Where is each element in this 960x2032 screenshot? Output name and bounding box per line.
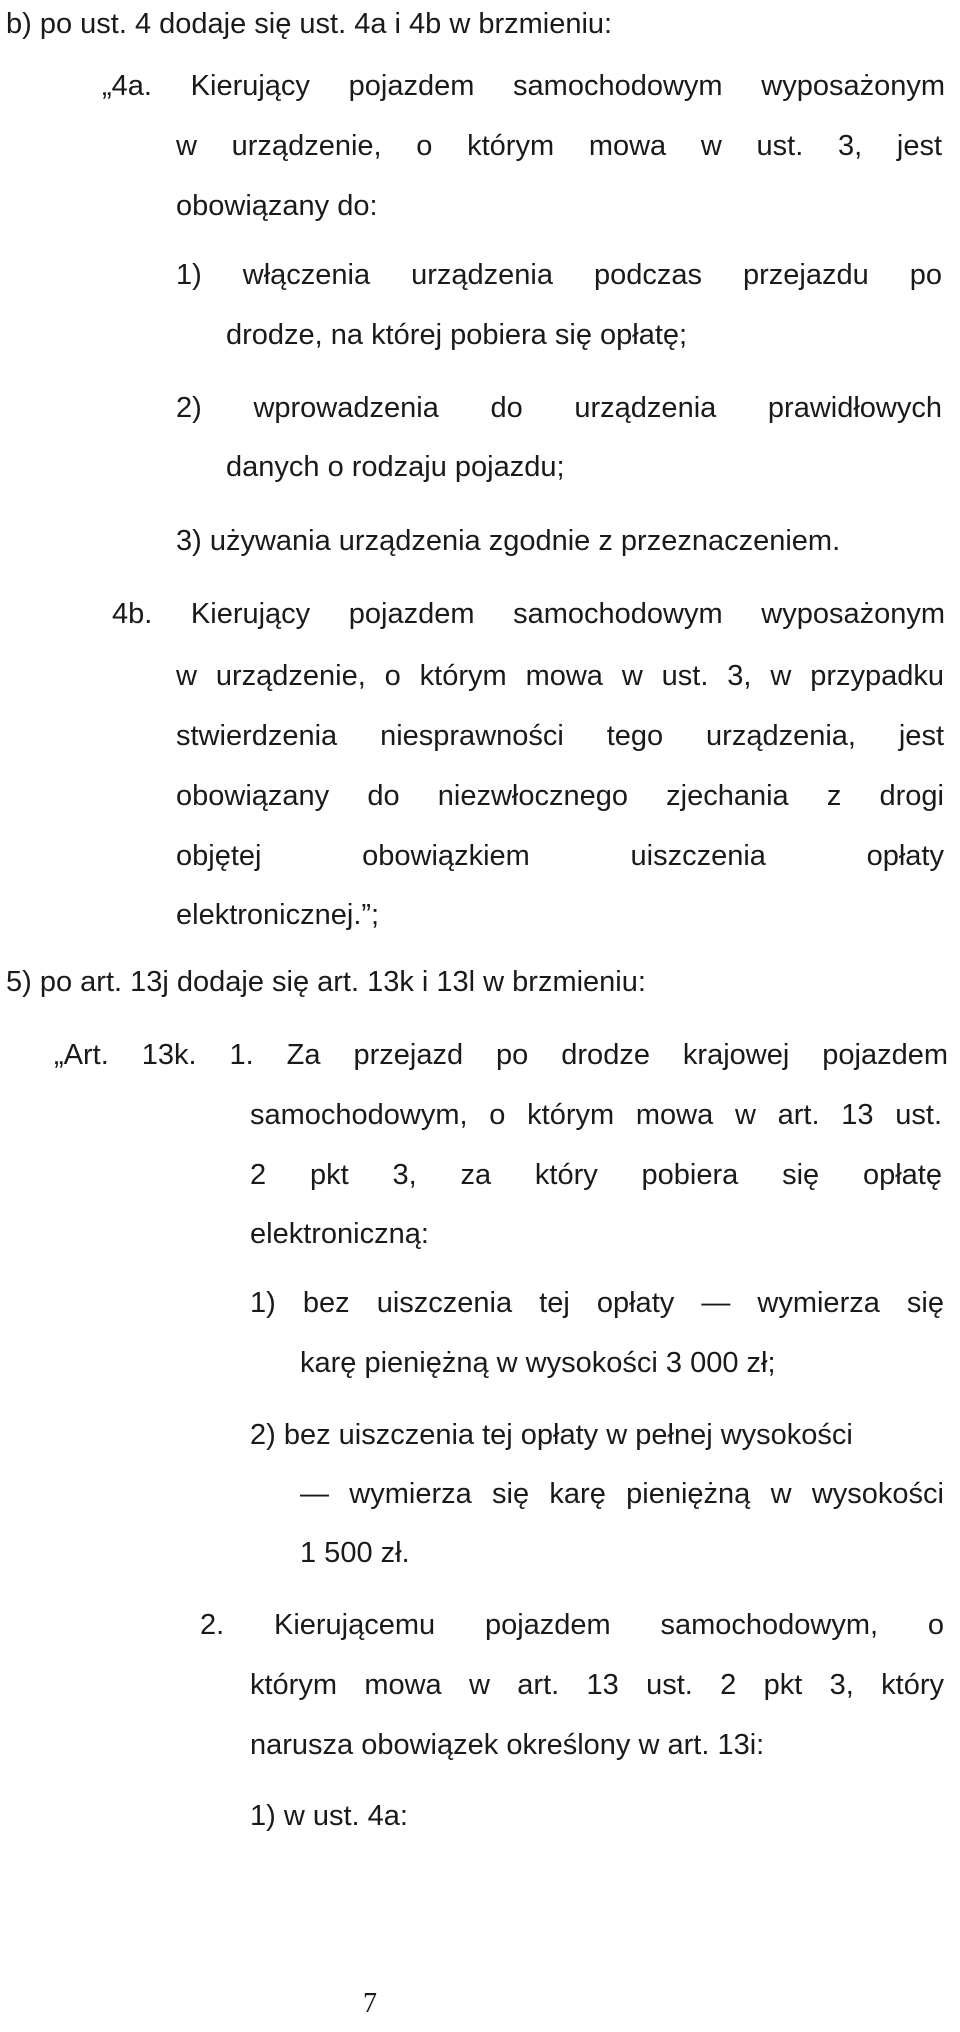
article-13k-line: 2 pkt 3, za który pobiera się opłatę bbox=[250, 1159, 942, 1191]
paragraph-4b-line: objętej obowiązkiem uiszczenia opłaty bbox=[176, 840, 944, 872]
paragraph-4a-line: w urządzenie, o którym mowa w ust. 3, jest bbox=[176, 130, 942, 162]
list-item-line: drodze, na której pobiera się opłatę; bbox=[226, 319, 688, 351]
article-13k-section-2-line: 2. Kierującemu pojazdem samochodowym, o bbox=[200, 1609, 944, 1641]
article-13k-section-2-line: narusza obowiązek określony w art. 13i: bbox=[250, 1729, 765, 1761]
article-13k-line: „Art. 13k. 1. Za przejazd po drodze krajowej pojazdem bbox=[54, 1039, 948, 1071]
paragraph-4b-line: elektronicznej.”; bbox=[176, 899, 380, 931]
paragraph-4b-line: stwierdzenia niesprawności tego urządzenia, jest bbox=[176, 720, 944, 752]
article-13k-line: samochodowym, o którym mowa w art. 13 ust. bbox=[250, 1099, 942, 1131]
paragraph-4b-line: w urządzenie, o którym mowa w ust. 3, w przypadku bbox=[176, 660, 944, 692]
list-item-line: 1 500 zł. bbox=[300, 1537, 410, 1569]
list-item-line: karę pieniężną w wysokości 3 000 zł; bbox=[300, 1347, 776, 1379]
page-number: 7 bbox=[363, 1988, 377, 2019]
list-item-line: 2) bez uiszczenia tej opłaty w pełnej wysokości bbox=[250, 1419, 853, 1451]
paragraph-4b-line: obowiązany do niezwłocznego zjechania z drogi bbox=[176, 780, 944, 812]
list-item-line: 1) włączenia urządzenia podczas przejazdu po bbox=[176, 259, 942, 291]
article-13k-section-2-line: którym mowa w art. 13 ust. 2 pkt 3, który bbox=[250, 1669, 944, 1701]
list-item-line: 3) używania urządzenia zgodnie z przeznaczeniem. bbox=[176, 525, 841, 557]
article-13k-line: elektroniczną: bbox=[250, 1218, 429, 1250]
amendment-point-5: 5) po art. 13j dodaje się art. 13k i 13l w brzmieniu: bbox=[6, 966, 646, 998]
amendment-point-b: b) po ust. 4 dodaje się ust. 4a i 4b w brzmieniu: bbox=[6, 8, 613, 40]
list-item-line: 1) bez uiszczenia tej opłaty — wymierza się bbox=[250, 1287, 944, 1319]
list-item-line: danych o rodzaju pojazdu; bbox=[226, 451, 565, 483]
paragraph-4b-line: 4b. Kierujący pojazdem samochodowym wyposażonym bbox=[112, 598, 945, 630]
paragraph-4a-line: „4a. Kierujący pojazdem samochodowym wyposażonym bbox=[102, 70, 945, 102]
list-item-line: — wymierza się karę pieniężną w wysokości bbox=[300, 1478, 944, 1510]
list-item-line: 2) wprowadzenia do urządzenia prawidłowych bbox=[176, 392, 942, 424]
list-item-line: 1) w ust. 4a: bbox=[250, 1800, 408, 1832]
paragraph-4a-line: obowiązany do: bbox=[176, 190, 378, 222]
